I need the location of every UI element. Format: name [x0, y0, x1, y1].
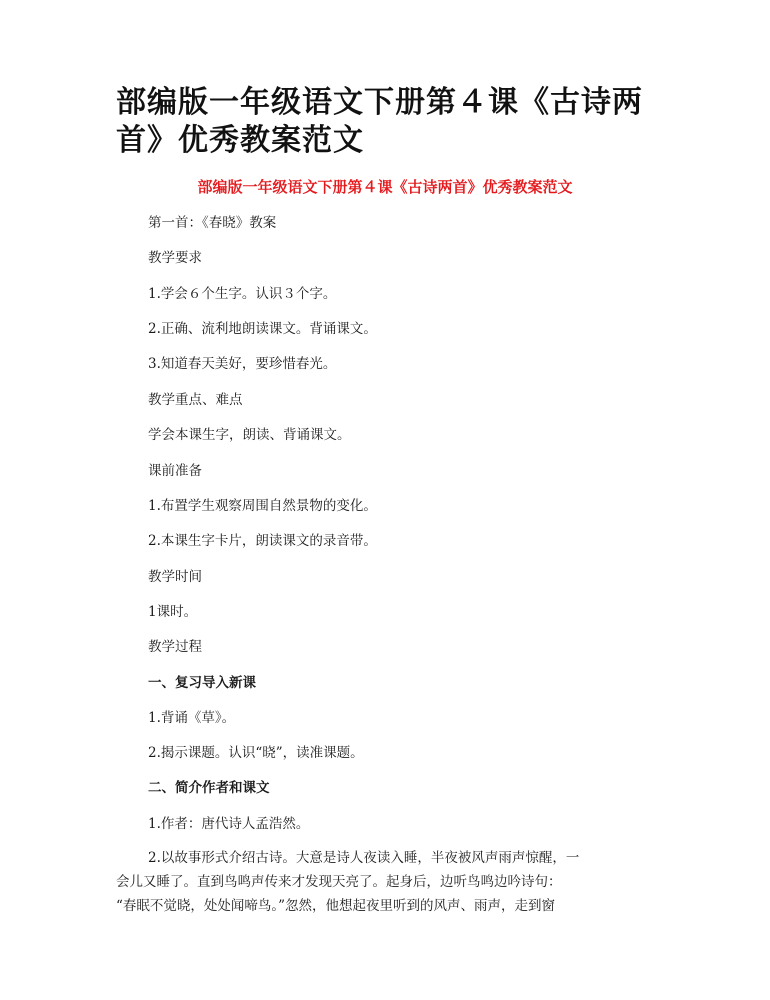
paragraph-story-line-3: “春眠不觉晓，处处闻啼鸟。”忽然，他想起夜里听到的风声、雨声，走到窗 [116, 898, 556, 914]
section-heading-review: 一、复习导入新课 [148, 675, 256, 691]
paragraph-teaching-requirements: 教学要求 [148, 250, 202, 266]
document-title-line-2: 首》优秀教案范文 [116, 123, 364, 158]
paragraph-key-points-heading: 教学重点、难点 [148, 392, 243, 408]
paragraph-process-heading: 教学过程 [148, 639, 202, 655]
paragraph-author: 1.作者：唐代诗人孟浩然。 [148, 816, 310, 832]
paragraph-teaching-time-heading: 教学时间 [148, 569, 202, 585]
document-subtitle: 部编版一年级语文下册第４课《古诗两首》优秀教案范文 [197, 178, 573, 196]
paragraph-preparation-2: 2.本课生字卡片，朗读课文的录音带。 [148, 533, 377, 549]
paragraph-review-1: 1.背诵《草》。 [148, 710, 236, 726]
paragraph-poem-heading: 第一首：《春晓》教案 [148, 215, 277, 231]
section-heading-author: 二、简介作者和课文 [148, 780, 270, 796]
paragraph-requirement-3: 3.知道春天美好，要珍惜春光。 [148, 356, 337, 372]
paragraph-preparation-1: 1.布置学生观察周围自然景物的变化。 [148, 498, 377, 514]
paragraph-preparation-heading: 课前准备 [148, 463, 202, 479]
paragraph-story [116, 846, 650, 918]
paragraph-story-line-2: 会儿又睡了。直到鸟鸣声传来才发现天亮了。起身后，边听鸟鸣边吟诗句： [116, 874, 562, 890]
paragraph-requirement-1: 1.学会６个生字。认识３个字。 [148, 286, 337, 302]
paragraph-requirement-2: 2.正确、流利地朗读课文。背诵课文。 [148, 321, 377, 337]
paragraph-review-2: 2.揭示课题。认识“晓”，读准课题。 [148, 745, 364, 761]
paragraph-story-line-1: 2.以故事形式介绍古诗。大意是诗人夜读入睡，半夜被风声雨声惊醒，一 [148, 850, 580, 866]
paragraph-key-points: 学会本课生字，朗读、背诵课文。 [148, 427, 351, 443]
document-title-line-1: 部编版一年级语文下册第４课《古诗两 [116, 85, 643, 120]
paragraph-teaching-time: 1课时。 [148, 604, 198, 620]
document-title [116, 84, 656, 160]
